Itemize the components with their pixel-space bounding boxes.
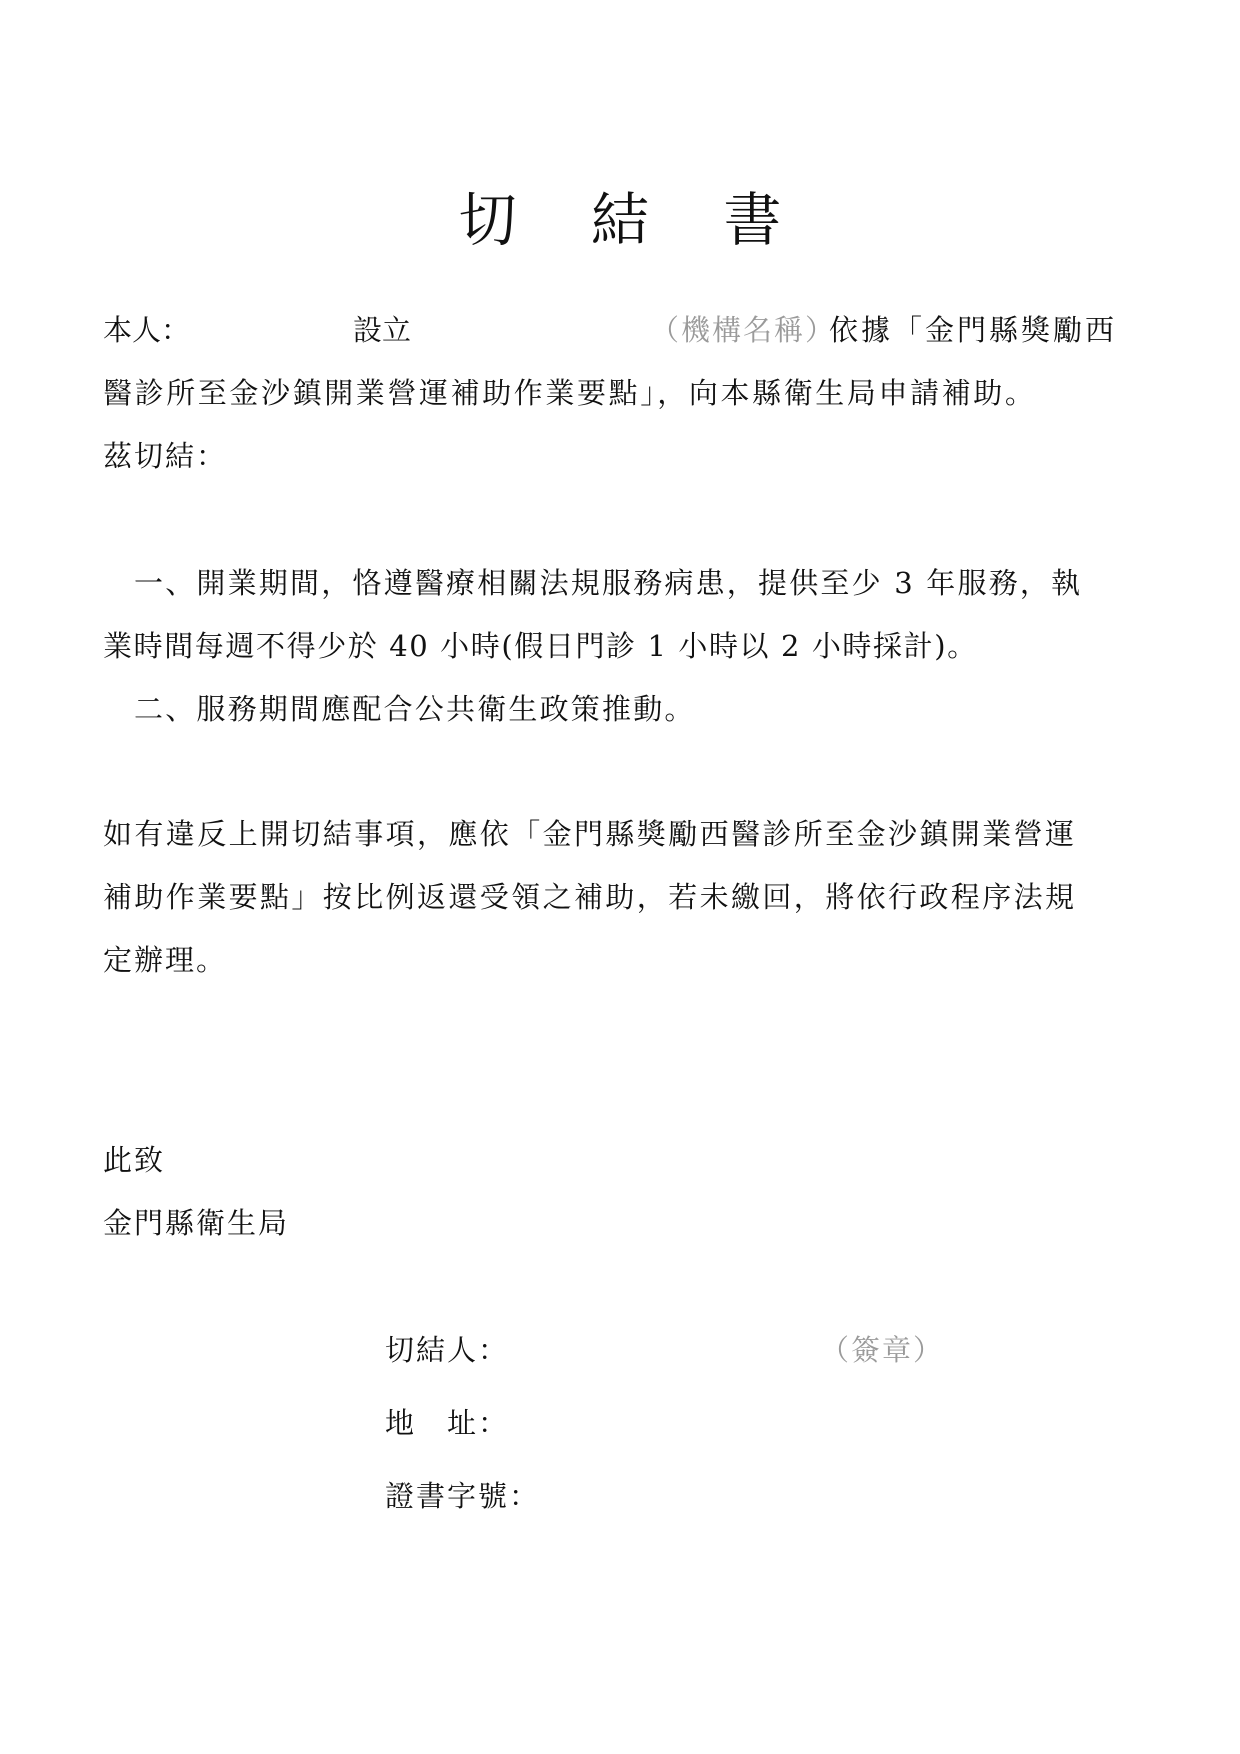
penalty-line-2: 補助作業要點」按比例返還受領之補助，若未繳回，將依行政程序法規 bbox=[103, 880, 1077, 914]
intro-line-2: 醫診所至金沙鎮開業營運補助作業要點」，向本縣衛生局申請補助。 bbox=[103, 376, 1037, 410]
intro-line-1 bbox=[103, 310, 190, 350]
license-label: 證書字號： bbox=[385, 1479, 541, 1513]
penalty-line-1: 如有違反上開切結事項，應依「金門縣獎勵西醫診所至金沙鎮開業營運 bbox=[103, 817, 1077, 851]
item-2: 二、服務期間應配合公共衛生政策推動。 bbox=[134, 692, 696, 726]
item-1-line-1: 一、開業期間，恪遵醫療相關法規服務病患，提供至少 3 年服務，執 bbox=[134, 566, 1083, 600]
intro-prefix: 本人： bbox=[103, 313, 191, 347]
penalty-line-3: 定辦理。 bbox=[103, 943, 228, 977]
document-title: 切 結 書 bbox=[458, 186, 810, 254]
intro-line-3: 茲切結： bbox=[103, 439, 228, 473]
address-label: 地 址： bbox=[385, 1406, 510, 1440]
closing-to: 此致 bbox=[103, 1143, 166, 1177]
seal-hint: （簽章） bbox=[820, 1333, 945, 1367]
signer-label: 切結人： bbox=[385, 1333, 510, 1367]
item-1-line-2: 業時間每週不得少於 40 小時(假日門診 1 小時以 2 小時採計)。 bbox=[103, 629, 978, 663]
org-name-placeholder: （機構名稱） bbox=[650, 313, 837, 347]
closing-recipient: 金門縣衛生局 bbox=[103, 1206, 290, 1240]
intro-establish: 設立 bbox=[353, 313, 412, 347]
intro-line1-tail: 依據「金門縣獎勵西 bbox=[829, 313, 1118, 347]
